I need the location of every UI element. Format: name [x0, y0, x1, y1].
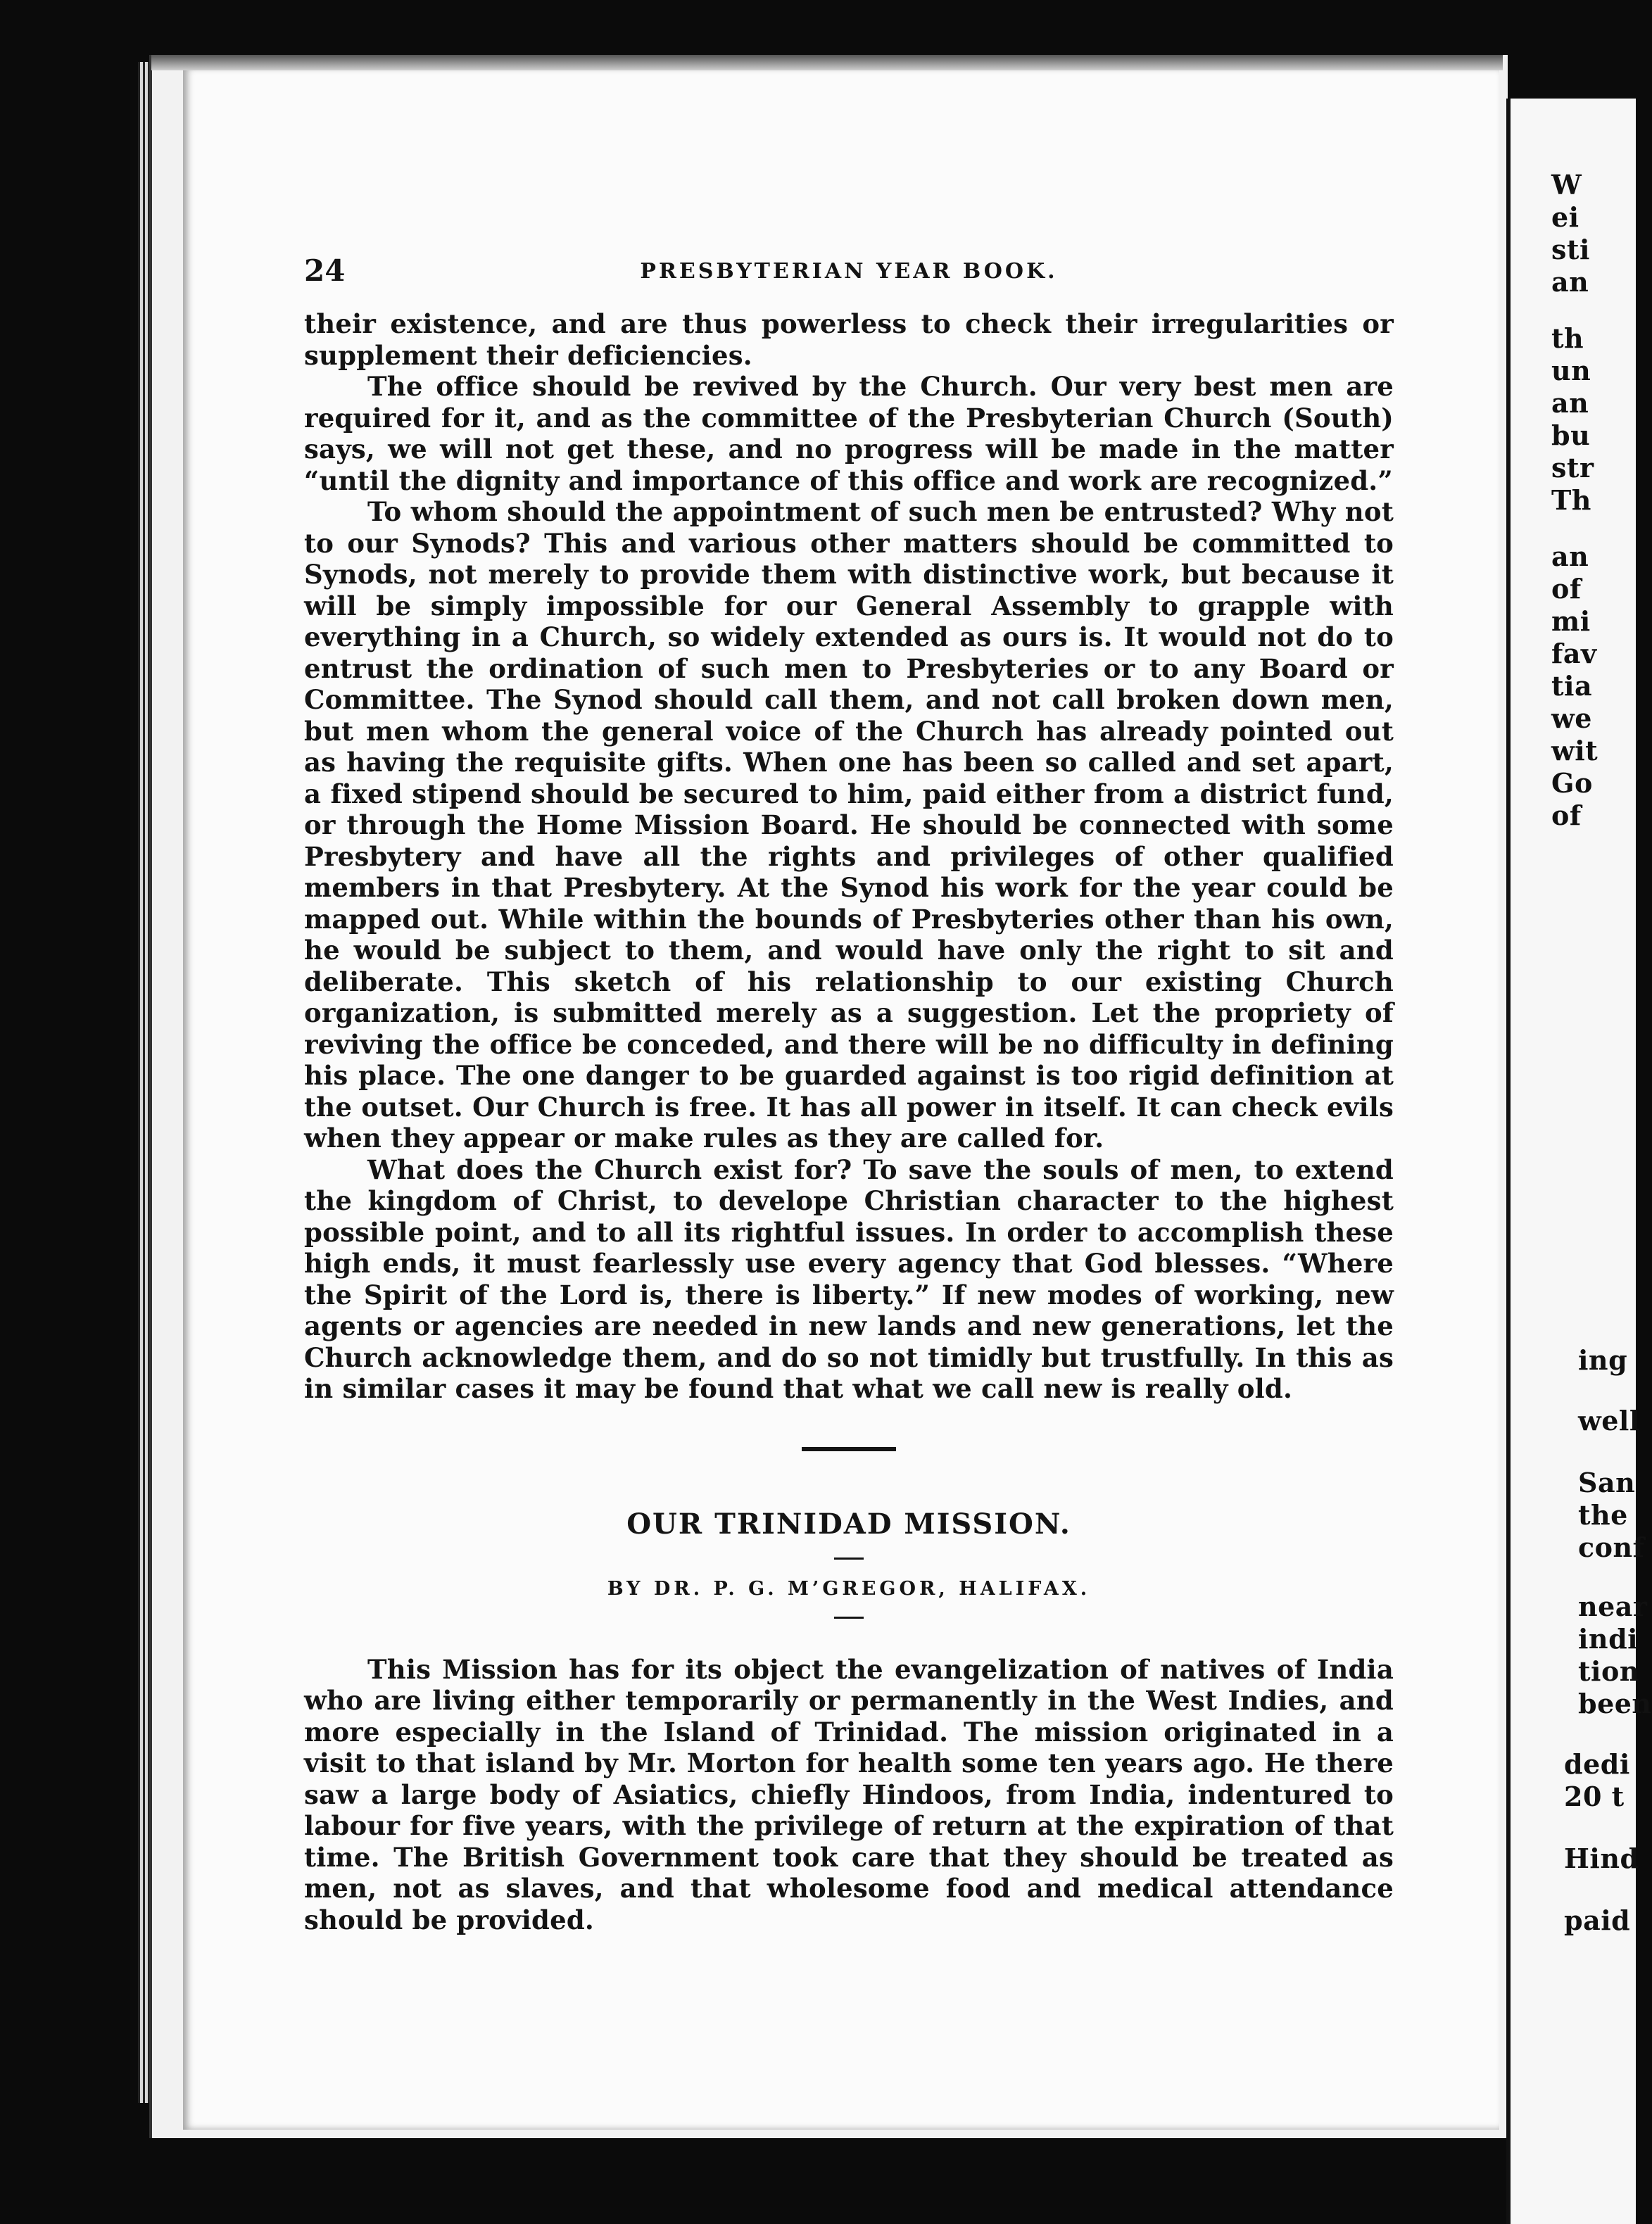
- article-title: OUR TRINIDAD MISSION.: [626, 1507, 1071, 1541]
- running-head: [304, 253, 1394, 296]
- adjacent-fragment: fav: [1551, 638, 1597, 669]
- paragraph: What does the Church exist for? To save the souls of men, to extend the kingdom of Christ, to develope Christian character to the highest possible point, and to all its rightful issues. In order to accomplish these high ends, it must fearlessly use every agency that God blesses. “Where the Spirit of the Lord is, there is liberty.” If new modes of working, new agents or agencies are needed in new lands and new generations, let the Church acknowledge them, and do so not timidly but trustfully. In this as in similar cases it may be found that what we call new is really old.: [304, 1154, 1394, 1404]
- adjacent-fragment: an: [1551, 266, 1589, 298]
- paragraph: To whom should the appointment of such men be entrusted? Why not to our Synods? This and various other matters should be committed to Synods, not merely to provide them with distinctive work, but because it will be simply impossible for our General Assembly to grapple with everything in a Church, so widely extended as ours is. It would not do to entrust the ordination of such men to Presbyteries or to any Board or Committee. The Synod should call them, and not call broken down men, but men whom the general voice of the Church has already pointed out as having the requisite gifts. When one has been so called and set apart, a fixed stipend should be secured to him, paid either from a district fund, or through the Home Mission Board. He should be connected with some Presbytery and have all the rights and privileges of other qualified members in that Presbytery. At the Synod his work for the year could be mapped out. While within the bounds of Presbyteries other than his own, he would be subject to them, and would have only the right to sit and deliberate. This sketch of his relationship to our existing Church organization, is submitted merely as a suggestion. Let the propriety of reviving the office be conceded, and there will be no difficulty in defining his place. The one danger to be guarded against is too rigid definition at the outset. Our Church is free. It has all power in itself. It can check evils when they appear or make rules as they are called for.: [304, 496, 1394, 1154]
- adjacent-fragment: an: [1551, 541, 1589, 572]
- paragraph: This Mission has for its object the evangelization of natives of India who are living either temporarily or permanently in the West Indies, and more especially in the Island of Trinidad. The mission originated in a visit to that island by Mr. Morton for health some ten years ago. He there saw a large body of Asiatics, chiefly Hindoos, from India, indentured to labour for five years, with the privilege of return at the expiration of that time. The British Government took care that they should be treated as men, not as slaves, and that wholesome food and medical attendance should be provided.: [304, 1653, 1394, 1935]
- adjacent-fragment: paid: [1564, 1904, 1631, 1936]
- title-rule: [834, 1558, 864, 1560]
- adjacent-fragment: San: [1578, 1467, 1636, 1498]
- adjacent-fragment: we: [1551, 702, 1592, 734]
- running-title: PRESBYTERIAN YEAR BOOK.: [640, 259, 1058, 284]
- article-byline: BY DR. P. G. M’GREGOR, HALIFAX.: [607, 1577, 1091, 1600]
- adjacent-fragment: ing: [1578, 1344, 1628, 1376]
- adjacent-page: [1506, 99, 1652, 2224]
- adjacent-fragment: of: [1551, 800, 1582, 831]
- page-number: 24: [304, 253, 346, 288]
- page-top-edge: [151, 55, 1503, 70]
- adjacent-fragment: of: [1551, 573, 1582, 605]
- adjacent-fragment: tia: [1551, 670, 1593, 702]
- adjacent-fragment: dedi: [1564, 1748, 1630, 1780]
- adjacent-fragment: mi: [1551, 605, 1591, 637]
- article-body: [304, 1654, 1394, 1936]
- adjacent-fragment: indi: [1578, 1623, 1639, 1655]
- adjacent-fragment: conf: [1578, 1531, 1645, 1563]
- adjacent-fragment: sti: [1551, 234, 1590, 265]
- adjacent-fragment: Hind: [1564, 1843, 1639, 1874]
- adjacent-fragment: tion: [1578, 1655, 1639, 1687]
- paragraph: their existence, and are thus powerless to check their irregularities or supplement their deficiencies.: [304, 308, 1394, 371]
- page-content: [304, 253, 1394, 1935]
- adjacent-fragment: been: [1578, 1688, 1652, 1719]
- adjacent-fragment: un: [1551, 355, 1591, 386]
- adjacent-fragment: Th: [1551, 484, 1591, 516]
- adjacent-fragment: wit: [1551, 735, 1599, 766]
- adjacent-fragment: well: [1578, 1405, 1640, 1436]
- adjacent-fragment: ei: [1551, 201, 1580, 233]
- byline-rule: [834, 1617, 864, 1619]
- adjacent-fragment: W: [1551, 169, 1582, 201]
- section-divider: [802, 1447, 896, 1451]
- adjacent-fragment: bu: [1551, 419, 1591, 451]
- adjacent-fragment: th: [1551, 322, 1584, 354]
- adjacent-fragment: an: [1551, 387, 1589, 419]
- paragraph: The office should be revived by the Church. Our very best men are required for it, and as the committee of the Presbyterian Church (South) says, we will not get these, and no progress will be made in the matter “until the dignity and importance of this office and work are recognized.”: [304, 371, 1394, 496]
- adjacent-fragment: str: [1551, 452, 1594, 484]
- adjacent-fragment: Go: [1551, 767, 1593, 799]
- adjacent-fragment: the: [1578, 1499, 1628, 1531]
- adjacent-fragment: near: [1578, 1591, 1648, 1622]
- adjacent-fragment: 20 t: [1564, 1781, 1625, 1812]
